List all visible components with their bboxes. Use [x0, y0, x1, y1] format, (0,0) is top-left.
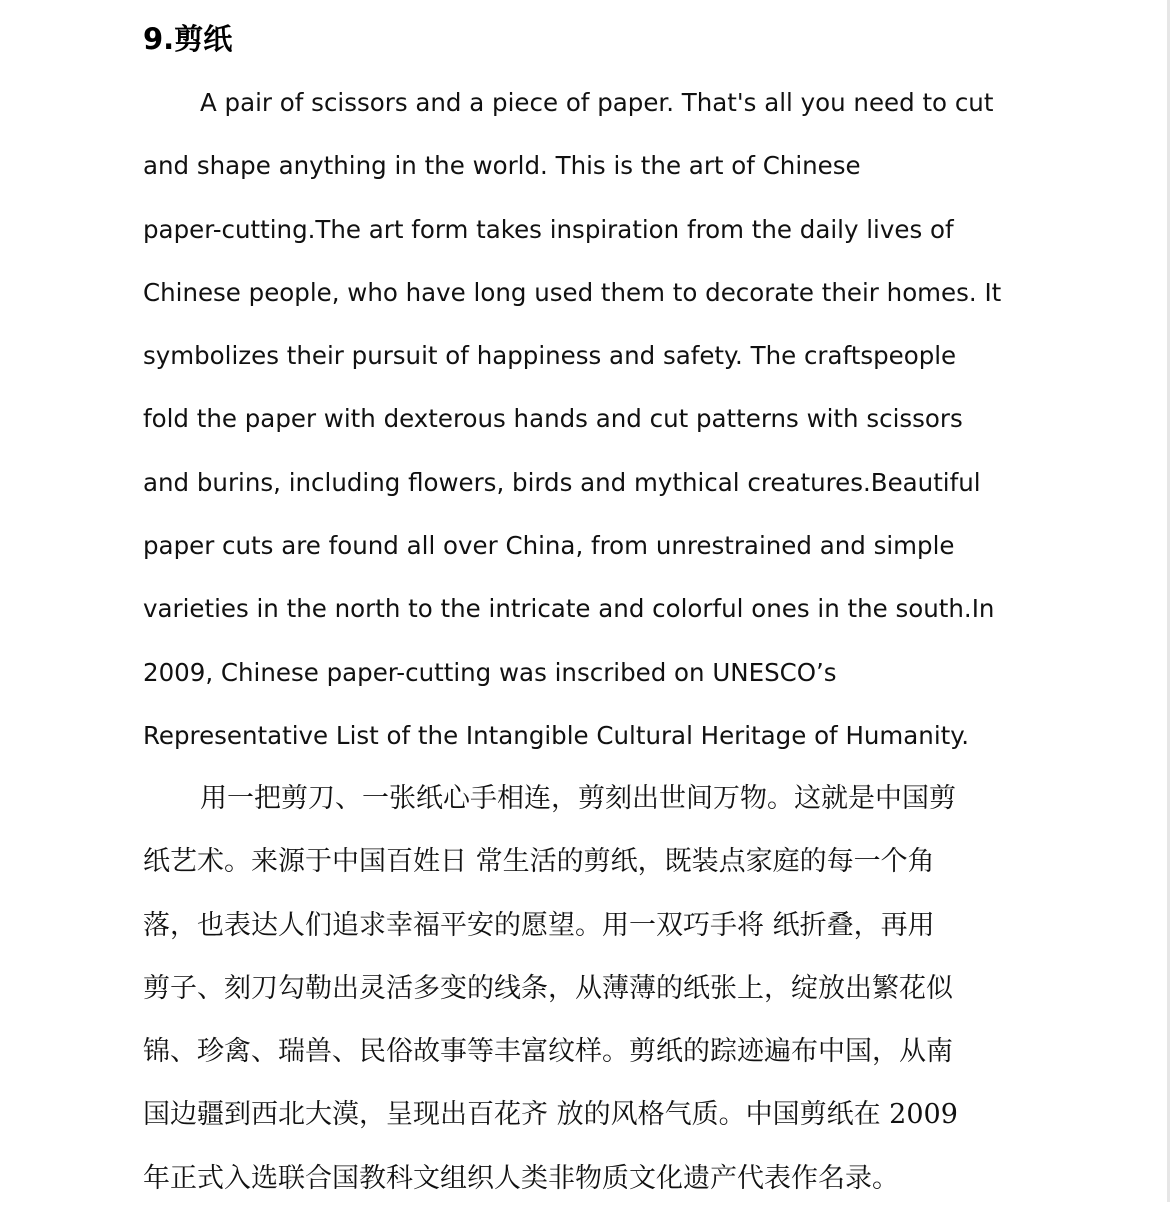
english-line: symbolizes their pursuit of happiness and safety. The craftspeople: [143, 341, 957, 371]
chinese-line: 落，也表达人们追求幸福平安的愿望。用一双巧手将 纸折叠，再用: [143, 909, 935, 941]
english-line: Representative List of the Intangible Cultural Heritage of Humanity.: [143, 720, 970, 750]
chinese-line: 锦、珍禽、瑞兽、民俗故事等丰富纹样。剪纸的踪迹遍布中国，从南: [143, 1036, 953, 1068]
english-line: Chinese people, who have long used them to decorate their homes. It: [143, 277, 1002, 307]
chinese-line: 年正式入选联合国教科文组织人类非物质文化遗产代表作名录。: [143, 1162, 899, 1194]
chinese-line: 纸艺术。来源于中国百姓日 常生活的剪纸，既装点家庭的每一个角: [143, 846, 935, 878]
chinese-paragraph: [143, 767, 1023, 1210]
english-line: and shape anything in the world. This is the art of Chinese: [143, 151, 861, 181]
chinese-line: 剪子、刻刀勾勒出灵活多变的线条，从薄薄的纸张上，绽放出繁花似: [143, 972, 953, 1004]
english-line: varieties in the north to the intricate and colorful ones in the south.In: [143, 594, 995, 624]
english-line: paper cuts are found all over China, from unrestrained and simple: [143, 531, 955, 561]
chinese-line: 国边疆到西北大漠，呈现出百花齐 放的风格气质。中国剪纸在 2009: [143, 1099, 958, 1131]
english-paragraph: [143, 71, 1023, 767]
english-line: A pair of scissors and a piece of paper. That's all you need to cut: [200, 88, 994, 117]
english-line: 2009, Chinese paper-cutting was inscribed on UNESCO’s: [143, 657, 837, 687]
section-heading: 9.剪纸: [143, 22, 233, 56]
english-line: and burins, including flowers, birds and mythical creatures.Beautiful: [143, 467, 981, 497]
english-line: fold the paper with dexterous hands and cut patterns with scissors: [143, 404, 963, 434]
chinese-line: 用一把剪刀、一张纸心手相连，剪刻出世间万物。这就是中国剪: [200, 783, 956, 814]
english-line: paper-cutting.The art form takes inspiration from the daily lives of: [143, 214, 954, 244]
